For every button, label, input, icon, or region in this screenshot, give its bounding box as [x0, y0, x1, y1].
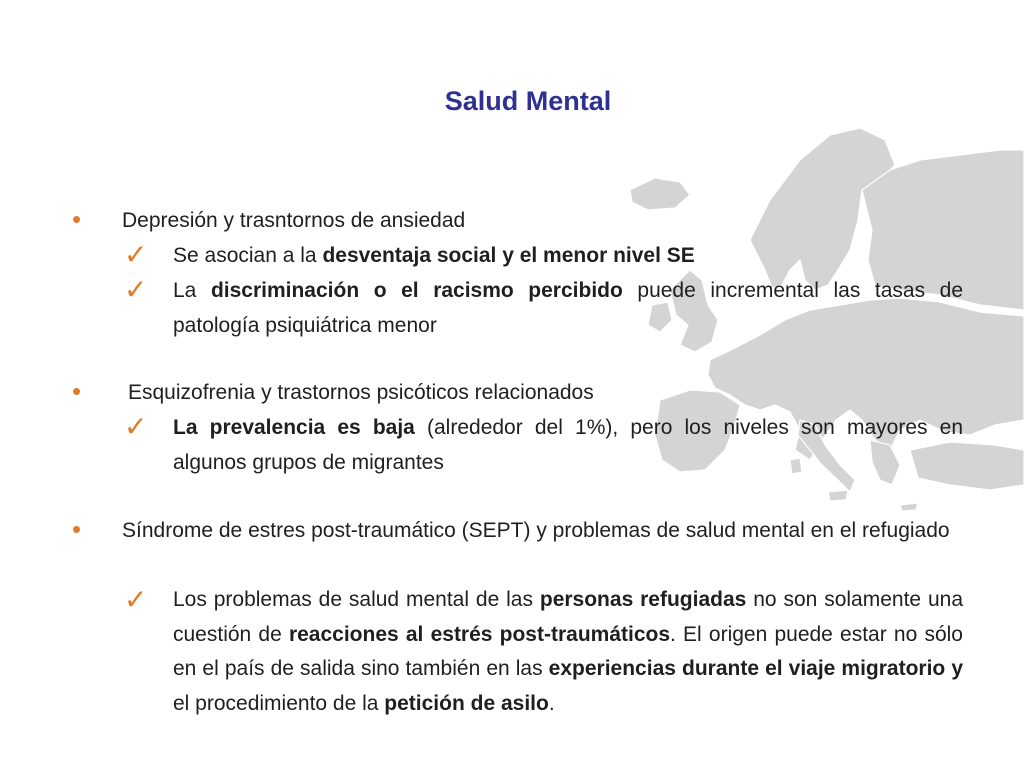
section-1-item-2: La discriminación o el racismo percibido puede incremental las tasas de patología psiquiátrica menor: [173, 279, 964, 337]
section-heading-3: Síndrome de estres post-traumático (SEPT) y problemas de salud mental en el refugiado: [122, 519, 950, 542]
checkmark-icon: ✓: [124, 583, 148, 616]
page-title: Salud Mental: [444, 86, 612, 116]
checkmark-icon: ✓: [124, 410, 148, 443]
section-3-item-1: Los problemas de salud mental de las personas refugiadas no son solamente una cuestión de reacciones al estrés post-traumáticos. El origen puede estar no sólo en el país de salida sino también en las experiencias durante el viaje migratorio y el procedimiento de la petición de asilo.: [173, 588, 964, 715]
section-1-item-1: Se asocian a la desventaja social y el menor nivel SE: [173, 244, 695, 267]
section-heading-2: Esquizofrenia y trastornos psicóticos relacionados: [128, 381, 594, 404]
bullet-dot-icon: •: [72, 376, 82, 406]
bullet-dot-icon: •: [72, 514, 82, 544]
bullet-dot-icon: •: [72, 204, 82, 234]
section-2-item-1: La prevalencia es baja (alrededor del 1%), pero los niveles son mayores en algunos grupos de migrantes: [173, 416, 964, 474]
section-heading-1: Depresión y trasntornos de ansiedad: [122, 209, 466, 232]
checkmark-icon: ✓: [124, 273, 148, 306]
checkmark-icon: ✓: [124, 238, 148, 271]
